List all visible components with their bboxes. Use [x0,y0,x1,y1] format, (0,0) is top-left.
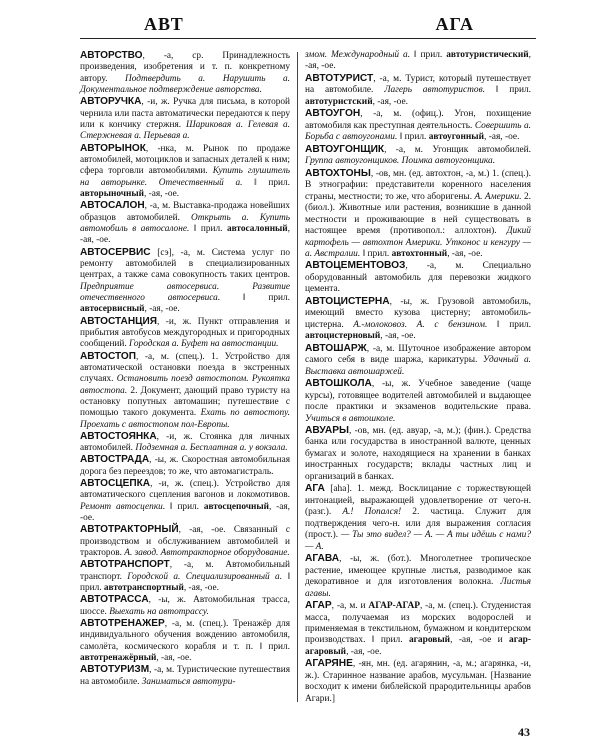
definition-text: , -а, м. (спец.). 1. Устройство для автоматической остановки поезда в экстренных случаях. [80,351,290,385]
entry-headword: АВТОУГОНЩИК [305,143,385,155]
definition-text: , -ов, мн. (ед. авуар, -а, м.); (фин.). Средства банка или государства в иностранной валюте, ценных бумагах и золоте, находящиеся на хранении в банках иностранных государств; вклады частных лиц и организаций в банках. [305,426,531,482]
derived-form: автоугонный [428,132,484,143]
entry-headword: АВТОТУРИЗМ [80,664,150,676]
running-header [82,14,534,38]
definition-text: , -ая, -ое. [372,96,408,107]
definition-text: , -ы, ж. Грузовой автомобиль, имеющий вместо кузова цистерну; автомобиль-цистерна. [305,296,531,330]
definition-text: , -а, м. Туристические путешествия на автомобиле. [80,665,290,687]
usage-example: Шариковая а. Гелевая а. Стержневая а. Перьевая а. [80,119,290,142]
definition-text: , -ая, -ое. [80,223,290,246]
entry-headword: АВТОЦИСТЕРНА [305,295,390,307]
entry-headword: АВТОРСТВО [80,50,143,61]
definition-text: , -а, м. (спец.). Тренажёр для индивидуального обучения вождению автомобиля, самолёта, космического корабля и т. п. ‖ прил. [80,619,290,652]
definition-text: , -ая, -ое. [484,132,520,143]
dictionary-entry [80,618,290,664]
definition-text: , -ая, -ое. [80,501,290,524]
dictionary-entry [305,144,531,168]
dictionary-entry [305,425,531,483]
derived-form: агар-агаровый [305,635,532,657]
entry-headword: АВТОСТРАДА [80,454,150,466]
entry-headword: АВТОСАЛОН [80,200,145,212]
derived-form: АГАР-АГАР [368,601,420,612]
usage-example: Городской а. Специализированный а. [127,571,283,582]
entry-headword: АВТОСЕРВИС [80,246,151,258]
usage-example: Остановить поезд автостопом. Рукоятка автостопа. [80,374,290,396]
header-rule [80,38,536,39]
derived-form: авторыночный [80,188,144,199]
definition-text: ‖ прил. [485,85,531,96]
definition-text: , -а, м. Специально оборудованный автомобиль для перевозки жидкого цемента. [305,261,531,295]
definition-text: , -ая, -ое. [380,331,416,342]
entry-headword: АВТОСТОП [80,350,137,362]
definition-text: ‖ прил. [220,292,290,303]
entry-headword: АВТОРЫНОК [80,142,146,154]
definition-text: , -ая, -ое. [346,646,382,657]
dictionary-entry [80,478,290,524]
definition-text: , -ян, мн. (ед. агарянин, -а, м.; агарянка, -и, ж.). Старинное название арабов, мусульман. [Название восходит к имени библейской прародительницы арабов Агари.] [305,659,531,704]
usage-example: Учиться в автошколе. [305,413,396,424]
definition-text: 2. Документ, дающий право туристу на остановку попутных автомашин; путешествие с помощью такого документа. [80,385,290,419]
dictionary-entry [305,168,531,261]
entry-headword: АВТОШКОЛА [305,378,372,390]
entry-headword: АВТОСЦЕПКА [80,478,151,490]
definition-text: , -ы, ж. (бот.). Многолетнее тропическое растение, имеющее крупные листья, разводимое как декоративное и для изготовления волокна. [305,554,531,588]
usage-example: Подтвердить а. Нарушить а. Документальное подтверждение авторства. [80,73,291,95]
entry-headword: АВТОТРАССА [80,594,149,606]
dictionary-entry [80,664,290,688]
dictionary-entry [80,96,290,142]
definition-text: , -а, ср. Принадлежность произведения, изобретения и т. п. конкретному автору. [80,51,290,84]
header-left-guide-word: АВТ [144,14,184,34]
definition-text: , -ая, -ое. [144,304,180,315]
dictionary-entry [80,200,290,246]
usage-example: А. Америки. [474,191,522,202]
entry-headword: АВТОРУЧКА [80,96,142,108]
dictionary-entry [305,73,531,108]
entry-headword: АВТОХТОНЫ [305,167,371,179]
usage-example: Открыть а. Купить автомобиль в автосалоне. [80,212,290,234]
entry-headword: АВТОСТАНЦИЯ [80,315,157,327]
entry-headword: АВТОЦЕМЕНТОВОЗ [305,260,406,272]
definition-text: , -ая, -ое. Связанный с производством и обслуживанием автомобилей и тракторов. [80,525,290,559]
definition-text: ‖ прил. [360,248,392,259]
definition-text: , -ая, -ое. [447,248,483,259]
dictionary-entry [305,378,531,425]
derived-form: агаровый [408,635,451,646]
derived-form: автосервисный [80,304,145,315]
dictionary-entry [305,658,531,705]
definition-text: ‖ прил. [487,319,531,330]
entry-headword: АГАР [305,600,332,612]
dictionary-entry [80,431,290,455]
dictionary-entry [80,50,290,96]
dictionary-entry [80,559,290,594]
usage-example: змом. Международный а. [305,50,411,60]
dictionary-entry [305,343,531,378]
dictionary-entry [80,524,290,559]
definition-text: ‖ прил. [165,501,204,512]
definition-text: ‖ прил. [410,50,447,60]
definition-text: [сэ], -а, м. Система услуг по ремонту автомобилей в специализированных центрах, а также сама совокупность таких центров. [80,247,290,281]
entry-headword: АГАРЯНЕ [305,658,353,670]
usage-example: А.-молоковоз. А. с бензином. [353,319,488,330]
dictionary-entry [305,50,531,73]
definition-text: , -а, м. Шуточное изображение автором самого себя в виде шаржа, карикатуры. [305,343,531,366]
usage-example: Дикий картофель — автохтон Америки. Утконос и кенгуру — а. Австралии. [305,226,531,259]
definition-text: 2. (биол.). Животные или растения, возникшие в данной местности и проживающие в ней существовать в настоящее время (противопол.: аллохтон). [305,191,532,237]
dictionary-entry [305,483,531,553]
definition-text: , -а, м. Угонщик автомобилей. [384,144,531,155]
definition-text: , -ы, ж. Учебное заведение (чаще курсы), готовящее водителей автомобилей и выдающее после практики и экзаменов водительские права. [305,379,531,413]
definition-text: ‖ прил. [242,177,290,188]
entry-headword: АВТОСТОЯНКА [80,430,157,442]
dictionary-entry [80,454,290,478]
definition-text: 2. частица. Служит для подтверждения чего-н. или для выражения согласия (прост.). [305,507,531,541]
definition-text: ‖ прил. [189,223,227,234]
entry-headword: АГАВА [305,553,340,565]
definition-text: , -ы, ж. Скоростная автомобильная дорога без переездов; то же, что автомагистраль. [80,455,290,477]
derived-form: автосалонный [226,223,288,234]
derived-form: автотранспортный [103,583,184,594]
derived-form: автотуристический [446,50,529,60]
definition-text: , -и, ж. (спец.). Устройство для автоматического сцепления вагонов и локомотивов. [80,479,290,501]
definition-text: , -а, м. (офиц.). Угон, похищение автомобиля как преступная деятельность. [305,109,531,131]
usage-example: Выехать на автотрассу. [109,606,209,617]
dictionary-entry [80,247,290,316]
dictionary-entry [80,351,290,431]
entry-headword: АВУАРЫ [305,425,350,436]
dictionary-entry [305,260,531,295]
usage-example: Удачный а. Выставка автошаржей. [305,355,532,377]
definition-text: , -нка, м. Рынок по продаже автомобилей, мотоциклов и запасных деталей к ним; сфера торговли автомобилями. [80,143,290,177]
dictionary-entry [80,143,290,201]
derived-form: автоцистерновый [305,331,381,342]
definition-text: , -ая, -ое. [305,50,531,72]
usage-example: Лагерь автотуристов. [384,85,486,96]
entry-headword: АВТОТРАКТОРНЫЙ [80,524,179,536]
usage-example: Ехать по автостопу. Проехать с автостопом пол-Европы. [80,408,290,430]
entry-headword: АВТОУГОН [305,108,361,120]
definition-text: , -и, ж. Ручка для письма, в которой чернила или паста автоматически передаются к перу или к кончику стержня. [80,97,290,130]
definition-text: ‖ прил. [80,571,291,594]
column-divider [297,52,298,702]
definition-text: , -а, м. Автомобильный транспорт. [80,560,290,582]
definition-text: , -ы, ж. Автомобильная трасса, шоссе. [80,595,290,617]
dictionary-entry [80,316,290,351]
right-column [305,50,531,705]
usage-example: А. завод. Автотракторное оборудование. [124,548,290,559]
header-right-guide-word: АГА [435,14,474,34]
dictionary-entry [305,600,531,658]
derived-form: автосцепочный [203,501,269,512]
left-column [80,50,290,688]
entry-headword: АВТОТРЕНАЖЕР [80,618,165,630]
dictionary-entry [305,296,531,343]
entry-headword: АВТОШАРЖ [305,342,367,354]
usage-example: Заниматься автотури- [141,676,236,687]
derived-form: автотренажёрный [80,653,157,664]
usage-example: Ремонт автосцепки. [80,501,166,512]
usage-example: Городская а. Буфет на автостанции. [129,339,279,350]
dictionary-entry [80,594,290,618]
dictionary-entry [305,108,531,143]
usage-example: — Ты это видел? — А. — А ты идёшь с нами? — А. [305,530,532,552]
derived-form: автохтонный [391,248,448,259]
page-number: 43 [518,725,530,739]
definition-text: [аhа]. 1. межд. Восклицание с торжествующей интонацией, выражающей удовлетворение от чего-н. (разг.). [305,484,531,518]
usage-example: Совершить а. Борьба с автоугонами. [305,120,532,143]
definition-text: , -а, м. (спец.). Студенистая масса, получаемая из морских водорослей и применяемая в текстильном, бумажном и кондитерском производствах. ‖ прил. [305,601,532,646]
definition-text: ‖ прил. [397,132,429,143]
definition-text: , -ая, -ое. [183,583,219,594]
dictionary-entry [305,553,531,600]
usage-example: Листья агавы. [305,577,531,599]
usage-example: Купить глушитель на авторынке. Отечественный а. [80,166,290,188]
usage-example: А.! Попался! [342,507,402,518]
definition-text: , -и, ж. Пункт отправления и прибытия автобусов междугородных и пригородных сообщений. [80,316,290,350]
definition-text: , -а, м. Турист, который путешествует на автомобиле. [305,73,531,96]
entry-headword: АГА [305,483,325,495]
derived-form: автотуристский [305,96,373,107]
definition-text: , -а, м. и [331,601,369,612]
definition-text: , -ов, мн. (ед. автохтон, -а, м.) 1. (спец.). В этнографии: представители коренного населения страны, местности; то же, что аборигены. [305,168,531,202]
definition-text: , -ая, -ое. [143,188,180,199]
definition-text: , -ая, -ое и [450,635,510,646]
definition-text: , -и, ж. Стоянка для личных автомобилей. [80,431,290,454]
usage-example: Предприятие автосервиса. Развитие отечественного автосервиса. [80,281,290,303]
usage-example: Подземная а. Бесплатная а. у вокзала. [135,443,288,454]
entry-headword: АВТОТУРИСТ [305,72,374,84]
entry-headword: АВТОТРАНСПОРТ [80,559,170,571]
usage-example: Группа автоугонщиков. Поимка автоугонщика. [305,156,496,167]
definition-text: , -а, м. Выставка-продажа новейших образцов автомобилей. [80,201,290,223]
definition-text: , -ая, -ое. [156,653,192,664]
